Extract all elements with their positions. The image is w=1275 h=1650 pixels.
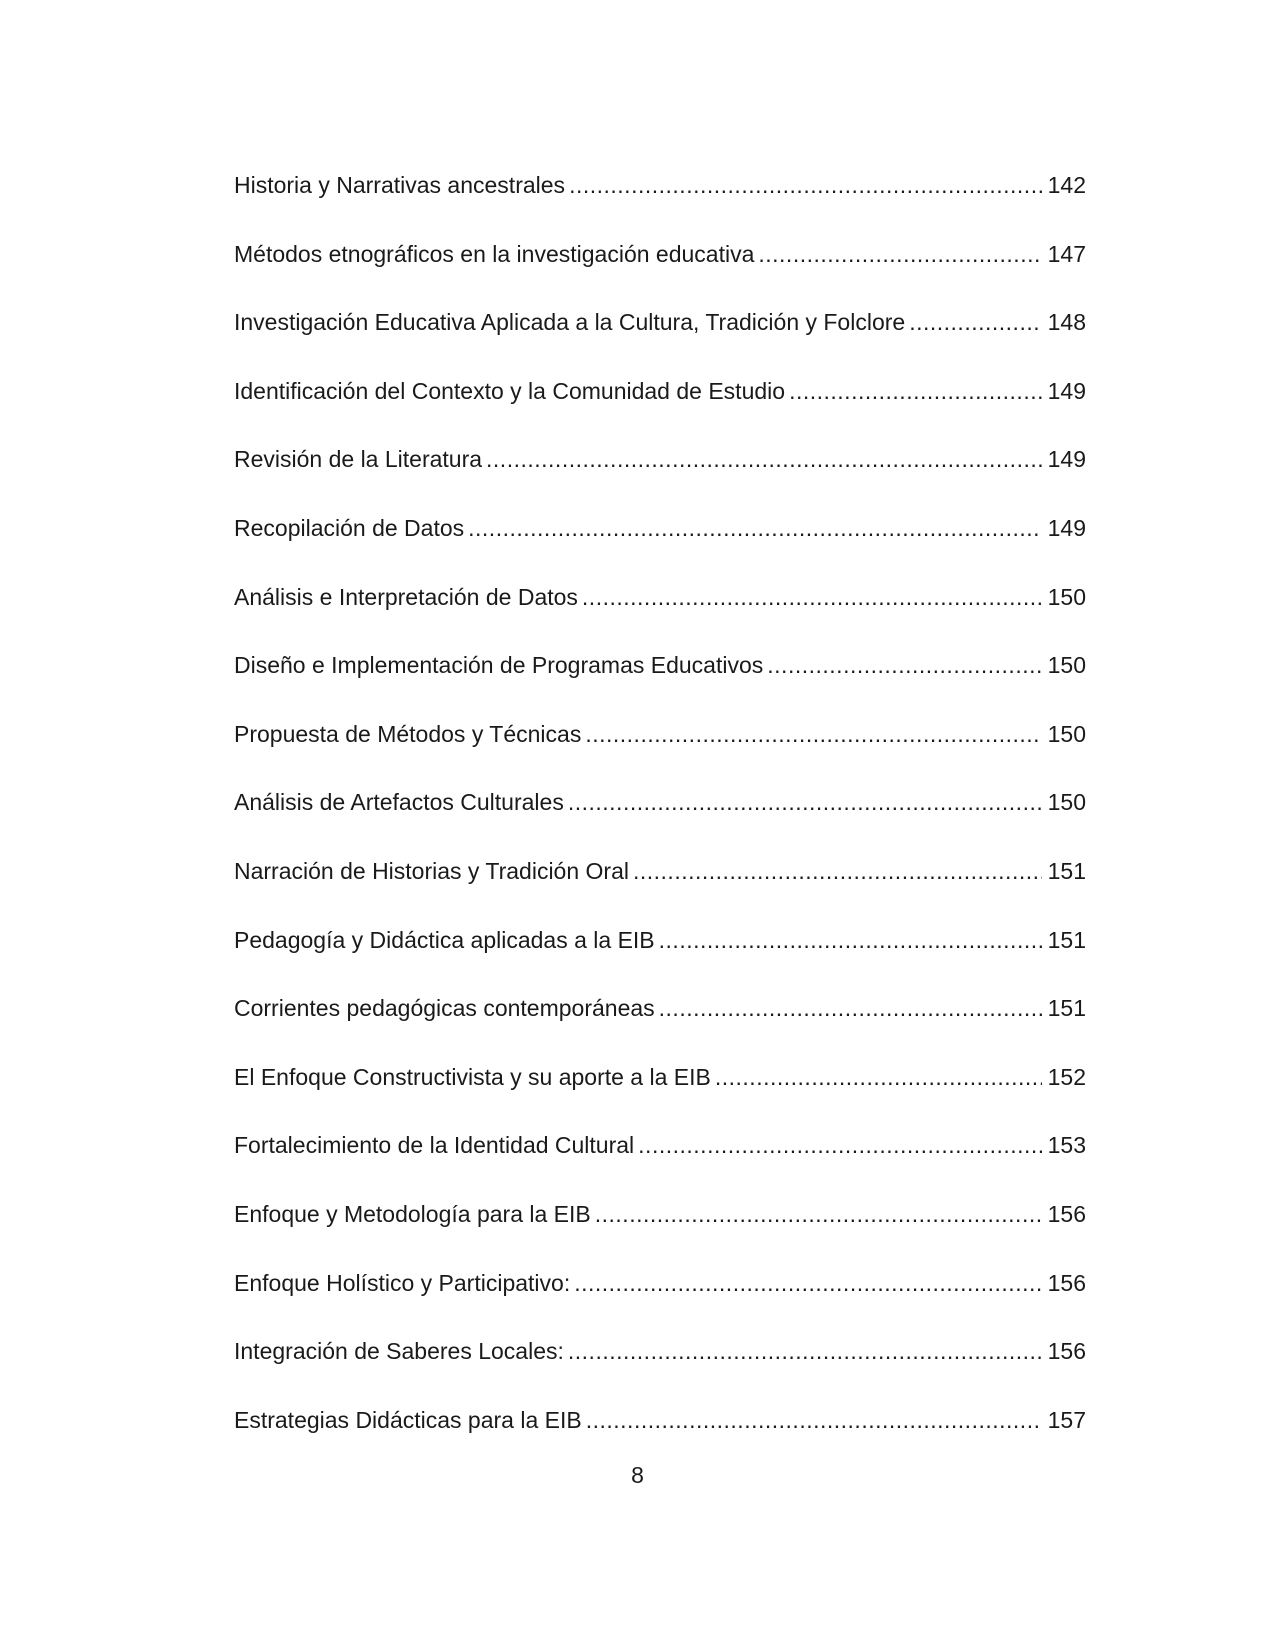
toc-dot-leader: [595, 1201, 1042, 1227]
toc-entry[interactable]: [234, 309, 1086, 378]
toc-dot-leader: [758, 241, 1042, 267]
toc-entry[interactable]: [234, 927, 1086, 996]
toc-dot-leader: [568, 1338, 1042, 1364]
toc-entry-title: Estrategias Didácticas para la EIB: [234, 1406, 582, 1433]
toc-entry-title: Propuesta de Métodos y Técnicas: [234, 720, 582, 747]
toc-dot-leader: [582, 584, 1042, 610]
toc-entry-title: Análisis e Interpretación de Datos: [234, 583, 578, 610]
toc-entry[interactable]: [234, 995, 1086, 1064]
toc-entry-page: 156: [1047, 1269, 1086, 1296]
toc-entry[interactable]: [234, 241, 1086, 310]
toc-entry-title: El Enfoque Constructivista y su aporte a la EIB: [234, 1063, 711, 1090]
toc-entry-title: Análisis de Artefactos Culturales: [234, 789, 564, 816]
toc-entry-title: Recopilación de Datos: [234, 514, 465, 541]
toc-entry[interactable]: [234, 1201, 1086, 1270]
toc-dot-leader: [659, 927, 1042, 953]
toc-entry-page: 150: [1047, 789, 1086, 816]
toc-entry[interactable]: [234, 721, 1086, 790]
toc-entry[interactable]: [234, 1064, 1086, 1133]
toc-entry-page: 149: [1047, 514, 1086, 541]
toc-entry-title: Identificación del Contexto y la Comunidad de Estudio: [234, 377, 786, 404]
toc-dot-leader: [468, 515, 1042, 541]
toc-dot-leader: [715, 1064, 1042, 1090]
toc-entry-title: Narración de Historias y Tradición Oral: [234, 857, 629, 884]
toc-entry-title: Enfoque Holístico y Participativo:: [234, 1269, 571, 1296]
toc-entry-page: 142: [1047, 172, 1086, 198]
toc-entry-page: 157: [1047, 1406, 1086, 1433]
toc-dot-leader: [767, 652, 1042, 678]
toc-entry[interactable]: [234, 858, 1086, 927]
toc-entry-page: 151: [1047, 995, 1086, 1022]
toc-entry-title: Pedagogía y Didáctica aplicadas a la EIB: [234, 926, 655, 953]
toc-dot-leader: [486, 446, 1042, 472]
toc-entry-title: Enfoque y Metodología para la EIB: [234, 1200, 591, 1227]
toc-entry-title: Fortalecimiento de la Identidad Cultural: [234, 1132, 635, 1159]
toc-entry-page: 149: [1047, 377, 1086, 404]
toc-dot-leader: [569, 172, 1042, 198]
toc-entry-title: Investigación Educativa Aplicada a la Cultura, Tradición y Folclore: [234, 309, 906, 336]
toc-entry-title: Diseño e Implementación de Programas Educativos: [234, 652, 764, 679]
toc-entry-page: 156: [1047, 1200, 1086, 1227]
toc-entry-page: 150: [1047, 583, 1086, 610]
toc-dot-leader: [909, 309, 1042, 335]
toc-entry[interactable]: [234, 652, 1086, 721]
toc-entry-page: 148: [1047, 309, 1086, 336]
toc-entry[interactable]: [234, 1338, 1086, 1407]
toc-entry[interactable]: [234, 515, 1086, 584]
toc-dot-leader: [568, 789, 1042, 815]
toc-entry-page: 149: [1047, 446, 1086, 473]
toc-dot-leader: [638, 1132, 1042, 1158]
toc-entry-page: 153: [1047, 1132, 1086, 1159]
toc-entry-title: Revisión de la Literatura: [234, 446, 483, 473]
table-of-contents: [234, 172, 1086, 1475]
toc-dot-leader: [659, 995, 1042, 1021]
toc-dot-leader: [633, 858, 1042, 884]
toc-entry-title: Corrientes pedagógicas contemporáneas: [234, 995, 655, 1022]
toc-entry-page: 156: [1047, 1338, 1086, 1365]
toc-entry[interactable]: [234, 789, 1086, 858]
toc-entry-page: 147: [1047, 240, 1086, 267]
toc-dot-leader: [586, 1407, 1042, 1433]
toc-entry-page: 150: [1047, 652, 1086, 679]
page-number: 8: [631, 1462, 644, 1488]
toc-entry[interactable]: [234, 584, 1086, 653]
toc-entry-title: Métodos etnográficos en la investigación educativa: [234, 240, 755, 267]
toc-dot-leader: [789, 378, 1042, 404]
toc-entry-title: Integración de Saberes Locales:: [234, 1338, 564, 1365]
toc-entry-page: 152: [1047, 1063, 1086, 1090]
toc-entry-page: 150: [1047, 720, 1086, 747]
toc-entry-page: 151: [1047, 926, 1086, 953]
toc-entry[interactable]: [234, 172, 1086, 241]
toc-entry-page: 151: [1047, 857, 1086, 884]
toc-dot-leader: [574, 1270, 1042, 1296]
toc-entry[interactable]: [234, 446, 1086, 515]
toc-entry-title: Historia y Narrativas ancestrales: [234, 172, 566, 198]
toc-entry[interactable]: [234, 1132, 1086, 1201]
toc-entry[interactable]: [234, 1270, 1086, 1339]
toc-entry[interactable]: [234, 378, 1086, 447]
toc-dot-leader: [585, 721, 1042, 747]
